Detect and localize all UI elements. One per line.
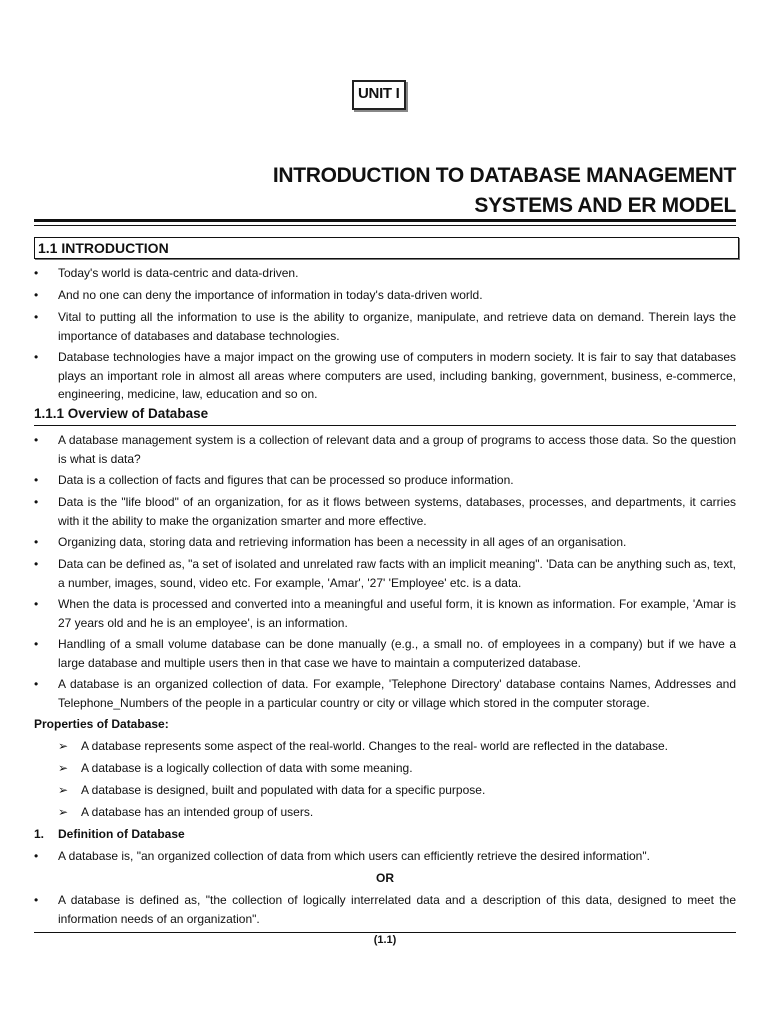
arrow-bullet-icon: ➢ xyxy=(58,783,69,797)
or-separator: OR xyxy=(376,871,394,885)
chapter-title xyxy=(273,161,736,221)
property-3: A database is designed, built and populated with data for a specific purpose. xyxy=(81,783,486,797)
bullet-icon: • xyxy=(34,433,39,447)
bullet-icon: • xyxy=(34,350,39,364)
page-number: (1.1) xyxy=(373,934,397,946)
arrow-bullet-icon: ➢ xyxy=(58,739,69,753)
property-1: A database represents some aspect of the real-world. Changes to the real- world are reflected in the database. xyxy=(81,739,669,753)
property-2: A database is a logically collection of data with some meaning. xyxy=(81,761,413,775)
title-rule-thin xyxy=(34,225,736,226)
bullet-icon: • xyxy=(34,893,39,907)
overview-bullet-5: Data can be defined as, "a set of isolated and unrelated raw facts with an implicit meaning". 'Data can be anything such as, text, a number, images, sound, video etc. For example, 'Amar', '27' 'Employee' etc. is a data. xyxy=(58,557,736,590)
overview-bullet-6: When the data is processed and converted into a meaningful and useful form, it is known as information. For example, 'Amar is 27 years old and he is an employee', is an information. xyxy=(58,597,736,630)
bullet-icon: • xyxy=(34,597,39,611)
definition-number: 1. xyxy=(34,827,45,841)
section-heading: 1.1 INTRODUCTION xyxy=(34,237,739,259)
bullet-icon: • xyxy=(34,849,39,863)
definition-heading: Definition of Database xyxy=(58,827,185,841)
overview-bullet-7: Handling of a small volume database can be done manually (e.g., a small no. of employees in a company) but if we have a large database and multiple users then in that case we have to maintain a computerized database. xyxy=(58,637,736,670)
intro-bullet-1: Today's world is data-centric and data-driven. xyxy=(58,266,299,280)
bullet-icon: • xyxy=(34,473,39,487)
bullet-icon: • xyxy=(34,535,39,549)
footer-rule xyxy=(34,932,736,933)
overview-bullet-8: A database is an organized collection of data. For example, 'Telephone Directory' database contains Names, Addresses and Telephone_Numbers of the people in a particular country or city or village which stored in the computer storage. xyxy=(58,677,736,710)
bullet-icon: • xyxy=(34,495,39,509)
definition-bullet-1: A database is, "an organized collection of data from which users can efficiently retrieve the desired information". xyxy=(58,849,650,863)
chapter-title-line1: INTRODUCTION TO DATABASE MANAGEMENT xyxy=(272,164,736,187)
intro-bullet-4: Database technologies have a major impact on the growing use of computers in modern society. It is fair to say that databases plays an important role in almost all areas where computers are used, including banking, government, business, e-commerce, engineering, medicine, law, education and so on. xyxy=(58,350,736,401)
intro-bullet-2: And no one can deny the importance of information in today's data-driven world. xyxy=(58,288,483,302)
bullet-icon: • xyxy=(34,677,39,691)
bullet-icon: • xyxy=(34,288,39,302)
properties-heading: Properties of Database: xyxy=(34,717,169,731)
definition-bullet-2: A database is defined as, "the collection of logically interrelated data and a description of this data, designed to meet the information needs of an organization". xyxy=(58,893,736,926)
bullet-icon: • xyxy=(34,266,39,280)
bullet-icon: • xyxy=(34,637,39,651)
overview-bullet-3: Data is the "life blood" of an organization, for as it flows between systems, databases, processes, and departments, it carries with it the ability to make the organization smarter and more effective. xyxy=(58,495,736,528)
subsection-rule xyxy=(34,425,736,426)
overview-bullet-4: Organizing data, storing data and retrieving information has been a necessity in all ages of an organisation. xyxy=(58,535,627,549)
arrow-bullet-icon: ➢ xyxy=(58,805,69,819)
arrow-bullet-icon: ➢ xyxy=(58,761,69,775)
unit-label: UNIT I xyxy=(352,80,406,110)
intro-bullet-3: Vital to putting all the information to use is the ability to organize, manipulate, and retrieve data on demand. Therein lays the importance of databases and database technologies. xyxy=(58,310,736,343)
chapter-title-line2: SYSTEMS AND ER MODEL xyxy=(474,194,736,217)
overview-bullet-2: Data is a collection of facts and figures that can be processed so produce information. xyxy=(58,473,514,487)
bullet-icon: • xyxy=(34,310,39,324)
subsection-heading: 1.1.1 Overview of Database xyxy=(34,406,209,421)
title-rule-thick xyxy=(34,219,736,222)
property-4: A database has an intended group of users. xyxy=(81,805,314,819)
overview-bullet-1: A database management system is a collection of relevant data and a group of programs to access those data. So the question is what is data? xyxy=(58,433,736,466)
bullet-icon: • xyxy=(34,557,39,571)
